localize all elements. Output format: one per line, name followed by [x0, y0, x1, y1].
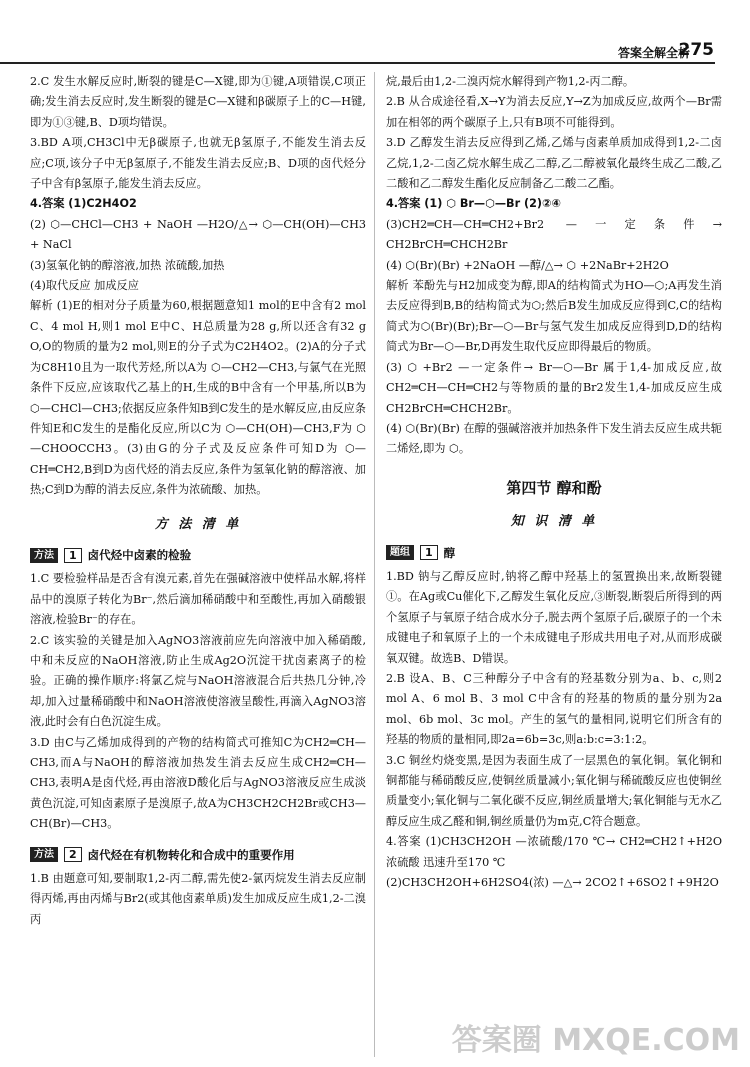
group-1-heading — [386, 543, 722, 563]
group-title: 醇 — [443, 545, 456, 560]
group-tag: 题组 — [386, 545, 414, 560]
page-header — [0, 0, 750, 64]
group-1-answer-1: 1.BD 钠与乙醇反应时,钠将乙醇中羟基上的氢置换出来,故断裂键①。在Ag或Cu催化下,乙醇发生氧化反应,③断裂,断裂后所得到的两个氢原子与氧原子结合成水分子,脱去两个氢原子后,碳原子的一个未成键电子和氧原子上的一个未成键电子形成共用电子对,从而形成碳氧双键。故选B、D错误。 — [386, 569, 722, 665]
answer-2: 2.C 发生水解反应时,断裂的键是C—X键,即为①键,A项错误,C项正确;发生消去反应时,发生断裂的键是C—X键和β碳原子上的C—H键,即为①③键,B、D项均错误。 — [30, 75, 366, 129]
group-number: 1 — [420, 545, 438, 560]
method-number: 2 — [64, 847, 82, 862]
method-1-answer-2: 2.C 该实验的关键是加入AgNO3溶液前应先向溶液中加入稀硝酸,中和未反应的NaOH溶液,防止生成Ag2O沉淀干扰卤素离子的检验。正确的操作顺序:将氯乙烷与NaOH溶液混合后共热几分钟,冷却,加入过量稀硝酸中和NaOH溶液使溶液呈酸性,再滴入AgNO3溶液,此时会有白色沉淀生成。 — [30, 633, 366, 729]
method-list-title: 方 法 清 单 — [154, 516, 242, 532]
method-2-answer-1: 1.B 由题意可知,要制取1,2-丙二醇,需先使2-氯丙烷发生消去反应制得丙烯,再由丙烯与Br2(或其他卤素单质)发生加成反应生成1,2-二溴丙 — [30, 872, 366, 926]
watermark: 答案圈 MXQE.COM — [451, 1023, 740, 1058]
answer-3: 3.BD A项,CH3Cl中无β碳原子,也就无β氢原子,不能发生消去反应;C项,该分子中无β氢原子,不能发生消去反应;B、D项的卤代烃分子中含有β氢原子,能发生消去反应。 — [30, 136, 366, 191]
header-title: 答案全解全析 — [617, 46, 690, 60]
analysis: 解析 (1)E的相对分子质量为60,根据题意知1 mol的E中含有2 mol C、4 mol H,则1 mol E中C、H总质量为28 g,所以还含有32 g O,O的物质的量为2 mol,则E的分子式为C2H4O2。(2)A的分子式为C8H10且为一取代芳烃,所以A为 ⬡—CH2—CH3,与氯气在光照条件下反应,应该取代乙基上的H,生成的B中含有一个甲基,所以B为 ⬡—CHCl—CH3;依据反应条件知B到C发生的是水解反应,由反应条件知E和C发生的是酯化反应,所以C为 ⬡—CH(OH)—CH3,F为 ⬡—CHOOCCH3。(3)由G的分子式及反应条件可知D为 ⬡—CH═CH2,B到D为卤代烃的消去反应,条件为氢氧化钠的醇溶液、加热;C到D为醇的消去反应,条件为浓硫酸、加热。 — [30, 299, 366, 497]
analysis-4: (4) ⬡(Br)(Br) 在醇的强碱溶液并加热条件下发生消去反应生成共轭二烯烃,即为 ⬡。 — [386, 421, 722, 456]
page-number: 275 — [678, 40, 714, 60]
section-title: 第四节 醇和酚 — [506, 478, 602, 497]
group-1-answer-2: 2.B 设A、B、C三种醇分子中含有的羟基数分别为a、b、c,则2 mol A、6 mol B、3 mol C中含有的羟基的物质的量分别为2a mol、6b mol、3c mol。产生的氢气的量相同,说明它们所含有的羟基的物质的量相同,即2a=6b=3c,则a:b:c=3:1:2。 — [386, 671, 722, 747]
method-2-heading — [30, 845, 366, 865]
analysis-3: (3) ⬡ +Br2 —一定条件→ Br—⬡—Br 属于1,4-加成反应,故CH2═CH—CH═CH2与等物质的量的Br2发生1,4-加成反应生成CH2BrCH═CHCH2Br。 — [386, 360, 722, 415]
method-title: 卤代烃中卤素的检验 — [87, 547, 192, 562]
method-tag: 方法 — [30, 548, 58, 563]
answer-4: 4.答案 (1) ⬡ Br—⬡—Br (2)②④ — [386, 197, 561, 211]
answer-4: 4.答案 (1)C2H4O2 — [30, 197, 137, 211]
method-1-answer-1: 1.C 要检验样品是否含有溴元素,首先在强碱溶液中使样品水解,将样品中的溴原子转化为Br⁻,然后滴加稀硝酸中和至酸性,再加入硝酸银溶液,检验Br⁻的存在。 — [30, 572, 366, 627]
continuation: 烷,最后由1,2-二溴丙烷水解得到产物1,2-丙二醇。 — [386, 75, 635, 88]
answer-4-4: (4)取代反应 加成反应 — [30, 279, 139, 293]
answer-3: 3.D 乙醇发生消去反应得到乙烯,乙烯与卤素单质加成得到1,2-二卤乙烷,1,2-二卤乙烷水解生成乙二醇,乙二醇被氧化最终生成乙二酸,乙二酸和乙二醇发生酯化反应制备乙二酸二乙酯。 — [386, 136, 722, 191]
group-1-answer-4-2: (2)CH3CH2OH+6H2SO4(浓) —△→ 2CO2↑+6SO2↑+9H2O — [386, 876, 719, 890]
group-1-answer-4: 4.答案 (1)CH3CH2OH —浓硫酸/170 ℃→ CH2═CH2↑+H2O 浓硫酸 迅速升至170 ℃ — [386, 835, 722, 869]
right-column — [386, 72, 722, 893]
answer-4-3: (3)氢氧化钠的醇溶液,加热 浓硫酸,加热 — [30, 258, 225, 272]
method-1-answer-3: 3.D 由C与乙烯加成得到的产物的结构简式可推知C为CH2═CH—CH3,而A与NaOH的醇溶液加热发生消去反应生成CH2═CH—CH3,表明A是卤代烃,再由溶液D酸化后与AgNO3溶液反应生成淡黄色沉淀,可知卤素原子是溴原子,故A为CH3CH2CH2Br或CH3—CH(Br)—CH3。 — [30, 735, 366, 831]
answer-4-3: (3)CH2═CH—CH═CH2+Br2 —一定条件→ CH2BrCH═CHCH2Br — [386, 217, 722, 252]
header-rule — [0, 62, 715, 64]
method-1-heading — [30, 545, 366, 565]
left-column — [30, 72, 366, 930]
analysis: 解析 苯酚先与H2加成变为醇,即A的结构简式为HO—⬡;A再发生消去反应得到B,B的结构简式为⬡;然后B发生加成反应得到C,C的结构简式为⬡(Br)(Br);Br—⬡—Br与氢气发生加成反应得到D,D的结构简式为Br—⬡—Br,D再发生取代反应即得最后的物质。 — [386, 279, 722, 354]
answer-2: 2.B 从合成途径看,X→Y为消去反应,Y→Z为加成反应,故两个—Br需加在相邻的两个碳原子上,只有B项不可能得到。 — [386, 95, 722, 129]
answer-4-eq2: (2) ⬡—CHCl—CH3 + NaOH —H2O/△→ ⬡—CH(OH)—CH3 + NaCl — [30, 217, 366, 252]
column-divider — [374, 72, 375, 1057]
method-number: 1 — [64, 548, 82, 563]
group-1-answer-3: 3.C 铜丝灼烧变黑,是因为表面生成了一层黑色的氧化铜。氧化铜和铜都能与稀硝酸反应,使铜丝质量减小;氧化铜与稀硫酸反应也使铜丝质量变小;氧化铜与二氧化碳不反应,铜丝质量增大;氧化铜能与无水乙醇反应生成乙醛和铜,铜丝质量仍为m克,C符合题意。 — [386, 753, 722, 828]
method-title: 卤代烃在有机物转化和合成中的重要作用 — [87, 847, 295, 862]
method-tag: 方法 — [30, 847, 58, 862]
knowledge-list-title: 知 识 清 单 — [510, 514, 598, 530]
answer-4-4: (4) ⬡(Br)(Br) +2NaOH —醇/△→ ⬡ +2NaBr+2H2O — [386, 258, 669, 272]
